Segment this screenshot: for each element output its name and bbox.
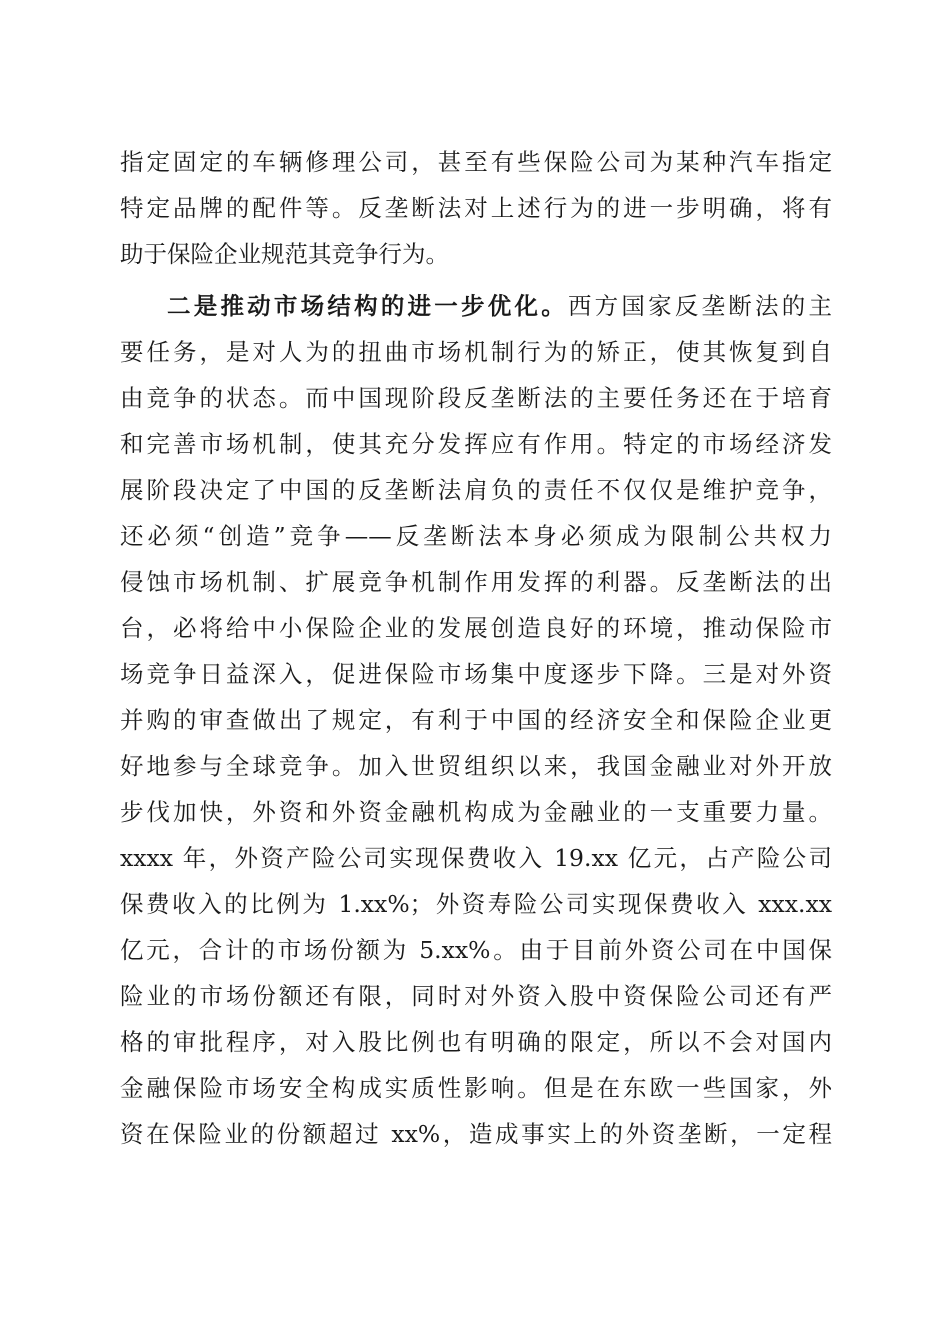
paragraph-2 xyxy=(120,283,832,1157)
text-line: 保费收入的比例为 1.xx%；外资寿险公司实现保费收入 xxx.xx xyxy=(120,890,832,918)
text-fragment: 西方国家反垄断法的主 xyxy=(567,292,832,320)
text-line: 展阶段决定了中国的反垄断法肩负的责任不仅仅是维护竞争， xyxy=(120,476,832,504)
paragraph-1 xyxy=(120,139,832,277)
text-line: 侵蚀市场机制、扩展竞争机制作用发挥的利器。反垄断法的出 xyxy=(120,568,832,596)
text-line: 亿元，合计的市场份额为 5.xx%。由于目前外资公司在中国保 xyxy=(120,936,832,964)
text-line: 场竞争日益深入，促进保险市场集中度逐步下降。三是对外资 xyxy=(120,660,832,688)
body-text xyxy=(120,139,832,1157)
text-line: 还必须“创造”竞争——反垄断法本身必须成为限制公共权力 xyxy=(120,522,832,550)
text-line: 由竞争的状态。而中国现阶段反垄断法的主要任务还在于培育 xyxy=(120,384,832,412)
text-line: 金融保险市场安全构成实质性影响。但是在东欧一些国家，外 xyxy=(120,1074,832,1102)
paragraph-heading: 二是推动市场结构的进一步优化。 xyxy=(167,292,568,320)
text-line: 助于保险企业规范其竞争行为。 xyxy=(120,240,449,268)
text-line: 步伐加快，外资和外资金融机构成为金融业的一支重要力量。 xyxy=(120,798,832,826)
text-line: 要任务，是对人为的扭曲市场机制行为的矫正，使其恢复到自 xyxy=(120,338,832,366)
text-line: 和完善市场机制，使其充分发挥应有作用。特定的市场经济发 xyxy=(120,430,832,458)
text-line: xxxx 年，外资产险公司实现保费收入 19.xx 亿元，占产险公司 xyxy=(120,844,832,872)
text-line: 并购的审查做出了规定，有利于中国的经济安全和保险企业更 xyxy=(120,706,832,734)
text-line: 格的审批程序，对入股比例也有明确的限定，所以不会对国内 xyxy=(120,1028,832,1056)
text-line: 指定固定的车辆修理公司，甚至有些保险公司为某种汽车指定 xyxy=(120,148,832,176)
text-line: 特定品牌的配件等。反垄断法对上述行为的进一步明确，将有 xyxy=(120,194,832,222)
text-line: 好地参与全球竞争。加入世贸组织以来，我国金融业对外开放 xyxy=(120,752,832,780)
text-line: 险业的市场份额还有限，同时对外资入股中资保险公司还有严 xyxy=(120,982,832,1010)
text-line: 资在保险业的份额超过 xx%，造成事实上的外资垄断，一定程 xyxy=(120,1120,832,1148)
text-line: 台，必将给中小保险企业的发展创造良好的环境，推动保险市 xyxy=(120,614,832,642)
text-line xyxy=(120,283,832,329)
